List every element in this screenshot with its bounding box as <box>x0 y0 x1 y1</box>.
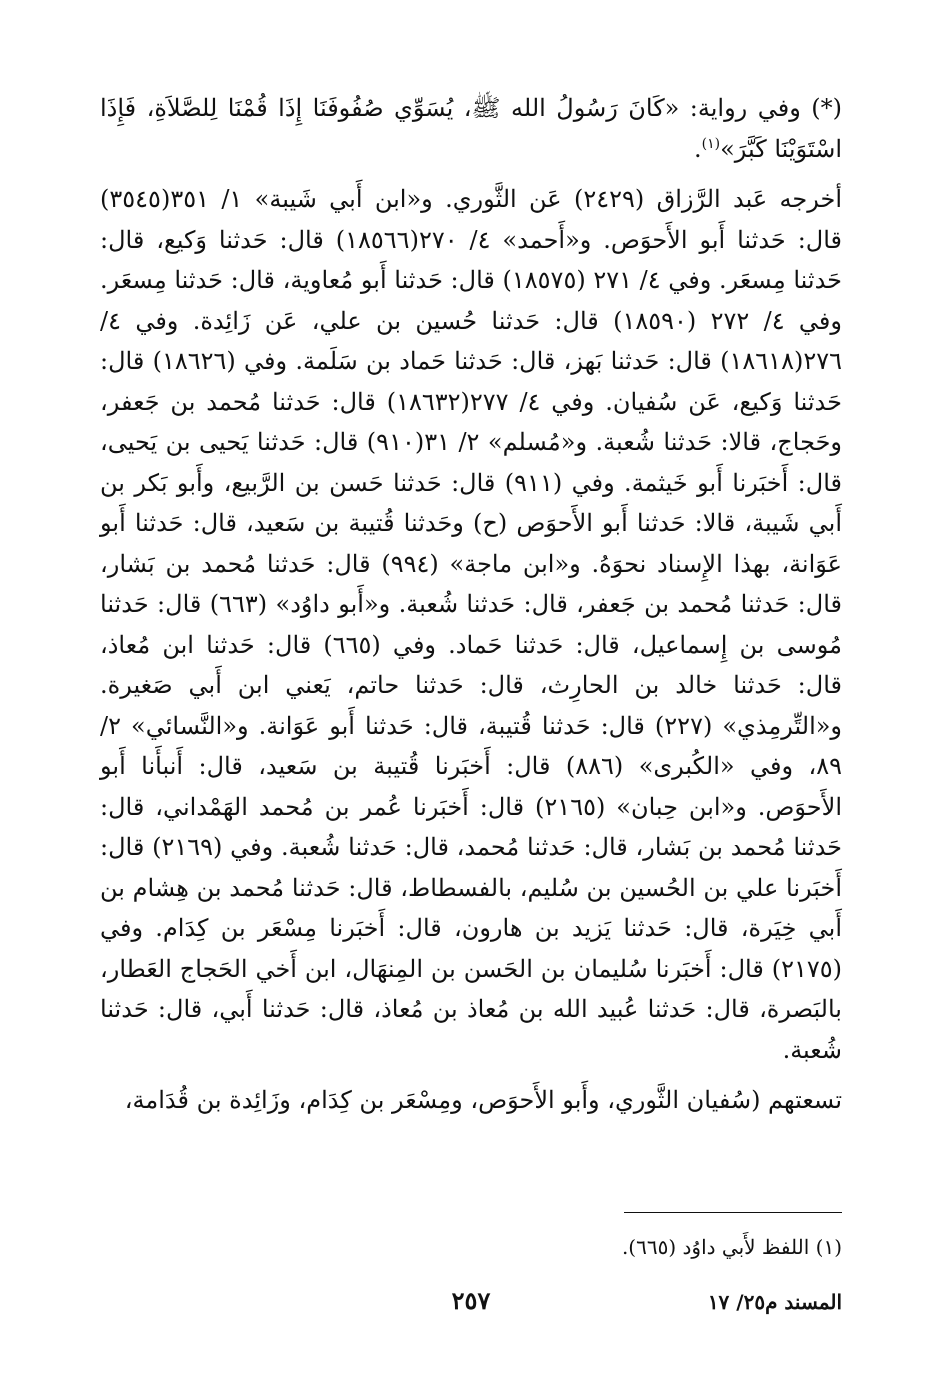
hadith-text: (*) وفي رواية: «كَانَ رَسُولُ الله ﷺ، يُسَوِّي صُفُوفَنَا إِذَا قُمْنَا لِلصَّلاَةِ، فَإِذَا اسْتَوَيْنَا كَبَّرَ» <box>100 94 842 163</box>
footnote-separator <box>624 1212 842 1213</box>
hadith-end-mark: . <box>694 134 702 163</box>
signature-mark: المسند م٢٥/ ١٧ <box>707 1290 842 1314</box>
summary-paragraph: تسعتهم (سُفيان الثَّوري، وأَبو الأَحوَص، ومِسْعَر بن كِدَام، وزَائِدة بن قُدَامة، <box>124 1086 842 1114</box>
takhrij-paragraph: أخرجه عَبد الرَّزاق (٢٤٢٩) عَن الثَّوري. و«ابن أَبي شَيبة» ١/ ٣٥١(٣٥٤٥) قال: حَدثنا أَبو الأَحوَص. و«أَحمد» ٤/ ٢٧٠(١٨٥٦٦) قال: حَدثنا وَكيع، قال: حَدثنا مِسعَر. وفي ٤/ ٢٧١ (١٨٥٧٥) قال: حَدثنا أَبو مُعاوية، قال: حَدثنا مِسعَر. وفي ٤/ ٢٧٢ (١٨٥٩٠) قال: حَدثنا حُسين بن علي، عَن زَائِدة. وفي ٤/ ٢٧٦(١٨٦١٨) قال: حَدثنا بَهز، قال: حَدثنا حَماد بن سَلَمة. وفي (١٨٦٢٦) قال: حَدثنا وَكيع، عَن سُفيان. وفي ٤/ ٢٧٧(١٨٦٣٢) قال: حَدثنا مُحمد بن جَعفر، وحَجاج، قالا: حَدثنا شُعبة. و«مُسلم» ٢/ ٣١(٩١٠) قال: حَدثنا يَحيى بن يَحيى، قال: أَخبَرنا أَبو خَيثمة. وفي (٩١١) قال: حَدثنا حَسن بن الرَّبيع، وأَبو بَكر بن أَبي شَيبة، قالا: حَدثنا أَبو الأَحوَص (ح) وحَدثنا قُتيبة بن سَعيد، قال: حَدثنا أَبو عَوَانة، بهذا الإِسناد نحوَهُ. و«ابن ماجة» (٩٩٤) قال: حَدثنا مُحمد بن بَشار، قال: حَدثنا مُحمد بن جَعفر، قال: حَدثنا شُعبة. و«أَبو داوُد» (٦٦٣) قال: حَدثنا مُوسى بن إِسماعيل، قال: حَدثنا حَماد. وفي (٦٦٥) قال: حَدثنا ابن مُعاذ، قال: حَدثنا خالد بن الحارِث، قال: حَدثنا حاتم، يَعني ابن أَبي صَغيرة. و«التِّرمِذي» (٢٢٧) قال: حَدثنا قُتيبة، قال: حَدثنا أَبو عَوَانة. و«النَّسائي» ٢/ ٨٩، وفي «الكُبرى» (٨٨٦) قال: أَخبَرنا قُتيبة بن سَعيد، قال: أَنبأَنا أَبو الأَحوَص. و«ابن حِبان» (٢١٦٥) قال: أَخبَرنا عُمر بن مُحمد الهَمْداني، قال: حَدثنا مُحمد بن بَشار، قال: حَدثنا مُحمد، قال: حَدثنا شُعبة. وفي (٢١٦٩) قال: أَخبَرنا علي بن الحُسين بن سُليم، بالفسطاط، قال: حَدثنا مُحمد بن هِشام بن أَبي خِيَرة، قال: حَدثنا يَزيد بن هارون، قال: أَخبَرنا مِسْعَر بن كِدَام. وفي (٢١٧٥) قال: أَخبَرنا سُليمان بن الحَسن بن المِنهَال، ابن أَخي الحَجاج العَطار، بالبَصرة، قال: حَدثنا عُبيد الله بن مُعاذ بن مُعاذ، قال: حَدثنا أَبي، قال: حَدثنا شُعبة. <box>100 185 843 1064</box>
footnote-reference[interactable]: (١) <box>701 135 721 152</box>
hadith-paragraph <box>100 88 842 169</box>
page-footer <box>100 1286 842 1324</box>
footnote: (١) اللفظ لأَبي داوُد (٦٦٥). <box>621 1235 842 1259</box>
page-number: ٢٥٧ <box>451 1286 491 1315</box>
